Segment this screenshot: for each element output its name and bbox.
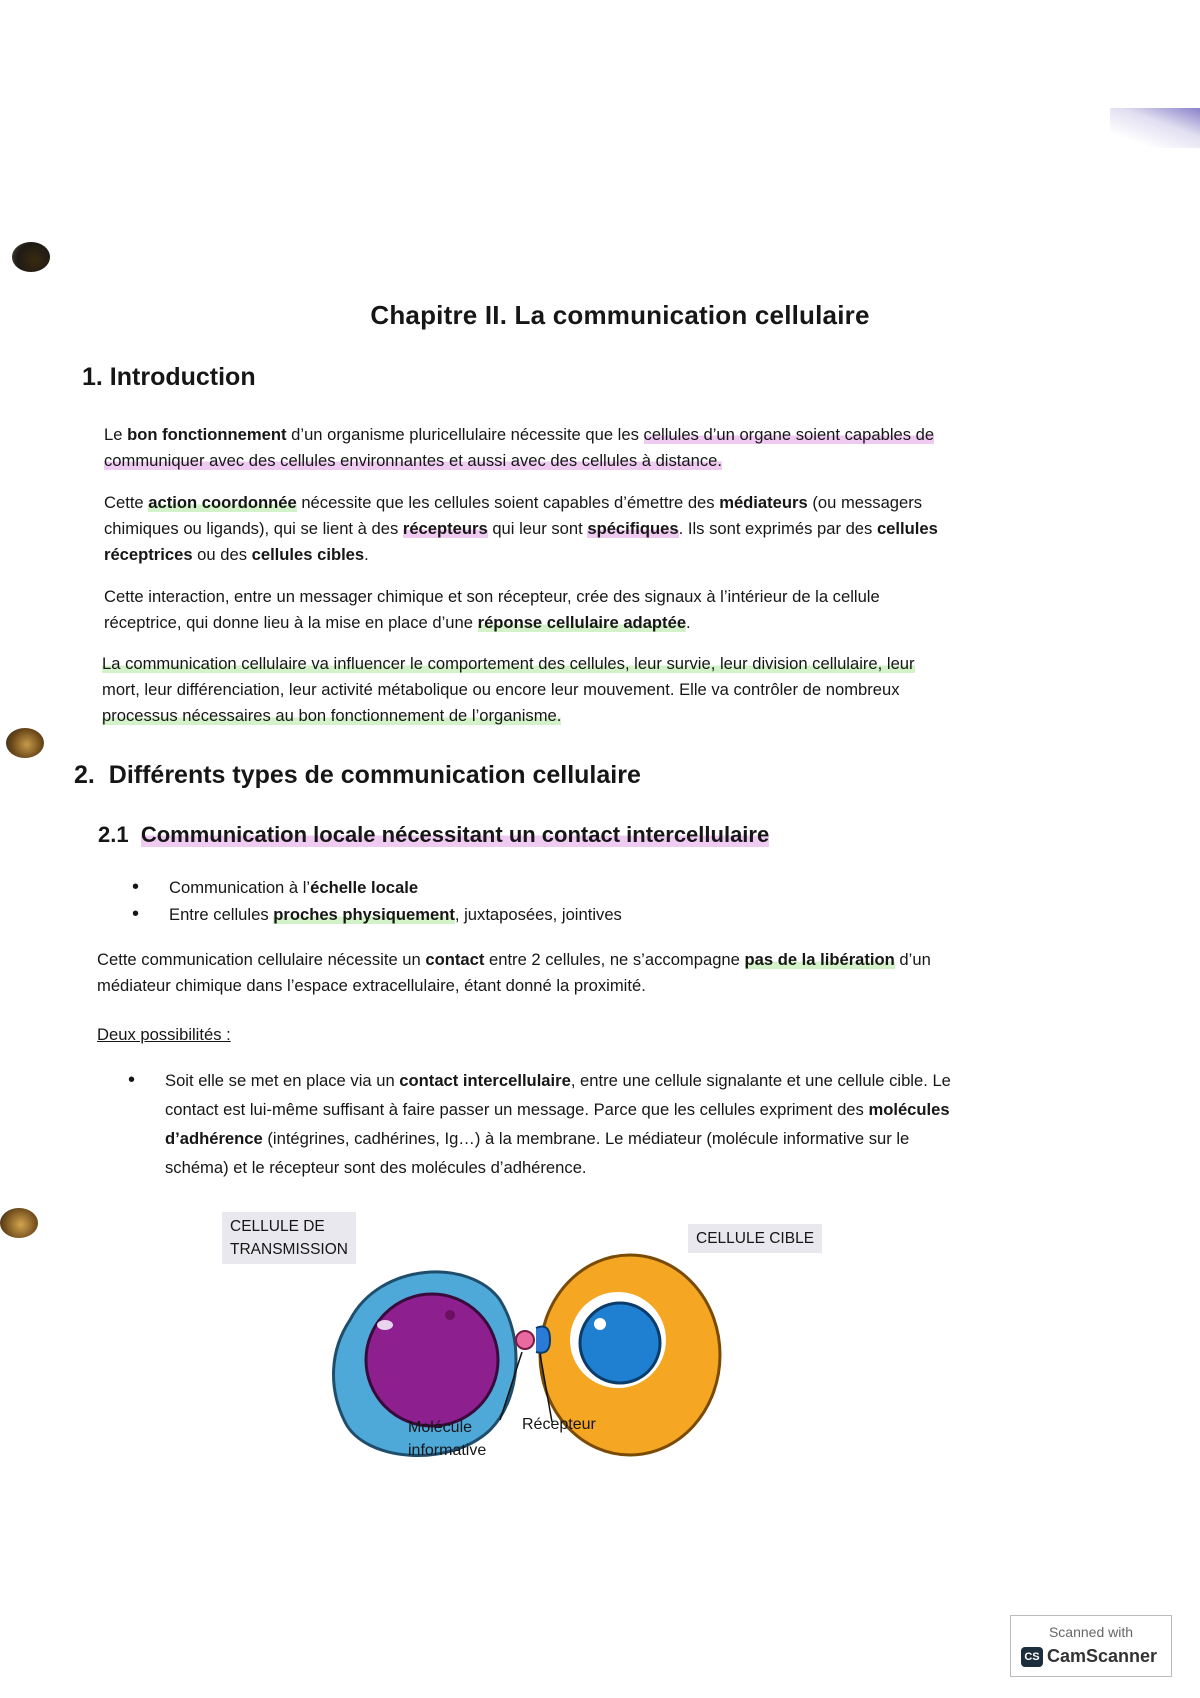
cell-illustration xyxy=(200,1200,840,1500)
caption-receptor: Récepteur xyxy=(522,1416,596,1433)
transmitting-cell-nucleus xyxy=(366,1294,498,1426)
chapter-title: Chapitre II. La communication cellulaire xyxy=(370,300,870,330)
label-target-cell: CELLULE CIBLE xyxy=(688,1224,822,1253)
subsection-heading-2-1: 2.1 Communication locale nécessitant un contact intercellulaire xyxy=(98,822,770,847)
intro-paragraph-2: Cette action coordonnée nécessite que les cellules soient capables d’émettre des médiateurs (ou messagers chimiques ou ligands), qui se lient à des récepteurs qui leur sont spécifiques. Ils sont exprimés par des cellules réceptrices ou des cellules cibles. xyxy=(104,493,938,564)
intro-paragraph-1: Le bon fonctionnement d’un organisme pluricellulaire nécessite que les cellules d’un organe soient capables de communiquer avec des cellules environnantes et aussi avec des cellules à distance. xyxy=(104,425,935,470)
intro-paragraph-4: La communication cellulaire va influencer le comportement des cellules, leur survie, leur division cellulaire, leur mort, leur différenciation, leur activité métabolique ou encore leur mouvement. Elle va contrôler de nombreux processus nécessaires au bon fonctionnement de l’organisme. xyxy=(102,654,915,725)
nucleus-highlight xyxy=(594,1318,606,1330)
list-item: • Soit elle se met en place via un contact intercellulaire, entre une cellule signalante et une cellule cible. Le contact est lui-même suffisant à faire passer un message. Parce que les cellules expriment des molécules d’adhérence (intégrines, cadhérines, Ig…) à la membrane. Le médiateur (molécule informative sur le schéma) et le récepteur sont des molécules d’adhérence. xyxy=(128,1066,1108,1182)
list-item: • Entre cellules proches physiquement, juxtaposées, jointives xyxy=(132,901,622,928)
list-item: • Communication à l’échelle locale xyxy=(132,874,622,901)
binder-hole xyxy=(0,1208,38,1238)
camscanner-logo-icon: CS xyxy=(1021,1647,1043,1667)
possibilities-list xyxy=(128,1066,1108,1182)
binder-hole xyxy=(12,242,50,272)
cell-contact-diagram xyxy=(200,1200,840,1500)
watermark-text: Scanned with xyxy=(1048,1624,1134,1640)
camscanner-watermark xyxy=(1010,1615,1172,1677)
intro-paragraph-3: Cette interaction, entre un messager chimique et son récepteur, crée des signaux à l’intérieur de la cellule réceptrice, qui donne lieu à la mise en place d’une réponse cellulaire adaptée. xyxy=(104,587,880,632)
caption-informative-molecule: Molécule informative xyxy=(408,1419,487,1459)
page-edge-shadow xyxy=(1110,108,1200,148)
watermark-brand: CS CamScanner xyxy=(1021,1646,1157,1667)
section-heading-types: 2. Différents types de communication cellulaire xyxy=(74,761,641,789)
target-cell-nucleus xyxy=(580,1303,660,1383)
local-communication-list xyxy=(132,874,622,928)
binder-hole xyxy=(6,728,44,758)
informative-molecule xyxy=(516,1331,534,1349)
section-heading-introduction: 1. Introduction xyxy=(82,363,256,391)
receptor-shape xyxy=(536,1327,550,1353)
contact-paragraph: Cette communication cellulaire nécessite un contact entre 2 cellules, ne s’accompagne pas de la libération d’un médiateur chimique dans l’espace extracellulaire, étant donné la proximité. xyxy=(97,950,931,995)
organelle xyxy=(445,1310,455,1320)
nucleus-highlight xyxy=(377,1320,393,1330)
possibilities-heading: Deux possibilités : xyxy=(97,1025,231,1044)
label-transmitting-cell: CELLULE DE TRANSMISSION xyxy=(222,1212,356,1264)
